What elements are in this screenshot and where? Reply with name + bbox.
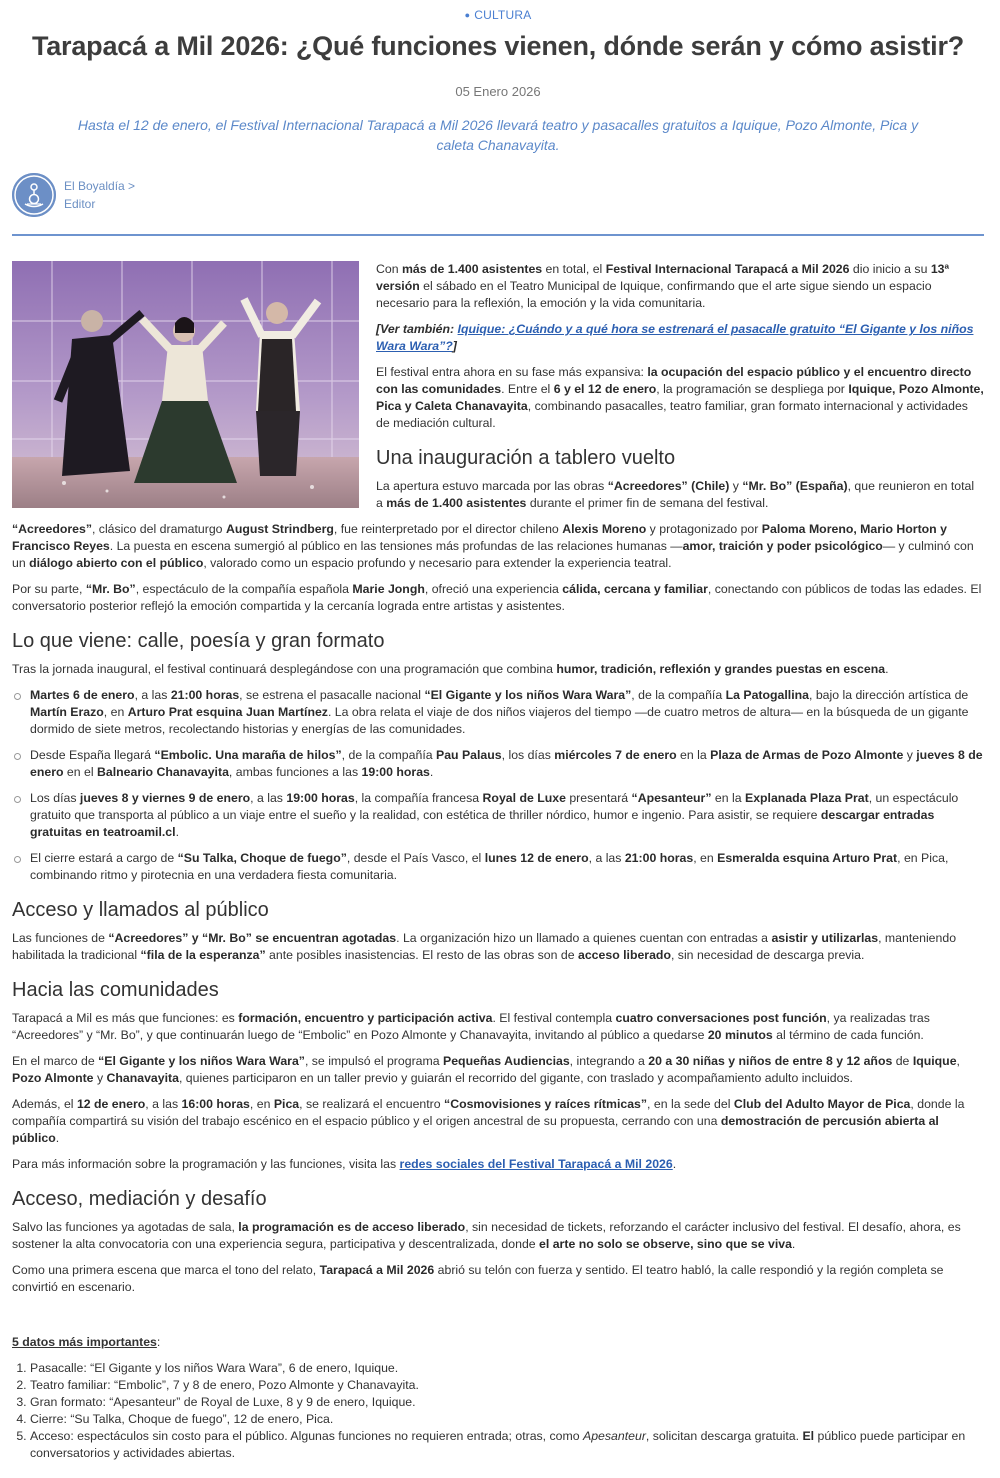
text: en la	[676, 748, 711, 762]
list-item: 2. Teatro familiar: “Embolic”, 7 y 8 de enero, Pozo Almonte y Chanavayita.	[30, 1377, 984, 1394]
paragraph-programacion	[12, 661, 984, 678]
emphasis: asistir y utilizarlas	[771, 931, 879, 945]
text: , ofreció una experiencia	[424, 582, 563, 596]
article-lede: Hasta el 12 de enero, el Festival Internacional Tarapacá a Mil 2026 llevará teatro y pasacalles gratuitos a Iquique, Pozo Almonte, Pica y caleta Chanavayita.	[77, 117, 919, 153]
text: , se impulsó el programa	[304, 1054, 444, 1068]
buoy-logo-icon	[12, 173, 56, 217]
paragraph-acceso-liberado	[12, 1219, 984, 1253]
text: , conectando con públicos de todas las edades. El conversatorio posterior reflejó la emoción compartida y la cercanía lograda entre artistas y asistentes.	[12, 582, 982, 613]
emphasis: 19:00 horas	[286, 791, 355, 805]
text: , en	[249, 1097, 274, 1111]
text: , donde la compañía compartirá su visión del trabajo escénico en el espacio público y el origen ancestral de su propuesta, cerrando con una	[12, 1097, 965, 1128]
emphasis: Marie Jongh	[352, 582, 425, 596]
emphasis: humor, tradición, reflexión y grandes puestas en escena	[556, 662, 886, 676]
text: , la programación se despliega por	[656, 382, 849, 396]
emphasis: miércoles 7 de enero	[554, 748, 677, 762]
emphasis: Alexis Moreno	[562, 522, 647, 536]
emphasis: más de 1.400 asistentes	[401, 262, 543, 276]
emphasis: “Cosmovisiones y raíces rítmicas”	[444, 1097, 648, 1111]
emphasis: Royal de Luxe	[482, 791, 566, 805]
author-role: Editor	[64, 197, 96, 211]
text: , clásico del dramaturgo	[91, 522, 226, 536]
bullet-dot-icon: ●	[464, 10, 471, 20]
emphasis: lunes 12 de enero	[484, 851, 589, 865]
emphasis: 21:00 horas	[170, 688, 240, 702]
emphasis: Arturo Prat esquina Juan Martínez	[127, 705, 328, 719]
emphasis: “El Gigante y los niños Wara Wara”	[98, 1054, 305, 1068]
text: público puede participar en conversatorios y actividades abiertas.	[30, 1429, 966, 1460]
emphasis: el arte no solo se observe, sino que se viva	[539, 1237, 792, 1251]
emphasis: Paloma Moreno, Mario Horton y Francisco Reyes	[12, 522, 947, 553]
text: el sábado en el Teatro Municipal de Iquique, confirmando que el arte sigue siendo un espacio necesario para la reflexión, la emoción y la vida comunitaria.	[376, 279, 932, 310]
text: Las funciones de	[12, 931, 109, 945]
emphasis: más de 1.400 asistentes	[386, 496, 527, 510]
text: , la compañía francesa	[354, 791, 483, 805]
author-block	[12, 173, 984, 236]
emphasis: 12 de enero	[76, 1097, 146, 1111]
see-also-link[interactable]: Iquique: ¿Cuándo y a qué hora se estrenará el pasacalle gratuito “El Gigante y los niños Wara Wara”?	[376, 322, 974, 353]
paragraph-cierre	[12, 1262, 984, 1296]
list-item	[12, 747, 984, 781]
author-name-link[interactable]: El Boyaldía >	[64, 179, 136, 193]
schedule-list	[12, 687, 984, 884]
text: .	[429, 765, 434, 779]
text: , desde el País Vasco, el	[346, 851, 485, 865]
text: .	[885, 662, 889, 676]
emphasis: “fila de la esperanza”	[140, 948, 266, 962]
emphasis: Plaza de Armas de Pozo Almonte	[710, 748, 904, 762]
emphasis: 21:00 horas	[624, 851, 694, 865]
paragraph-acreedores	[12, 521, 984, 572]
text: , se realizará el encuentro	[299, 1097, 445, 1111]
text: , un espectáculo gratuito que transporta al público a un viaje entre el sueño y la realidad, con estética de thriller nórdico, humor e ingenio. Para asistir, se requiere	[30, 791, 959, 822]
text: , espectáculo de la compañía española	[135, 582, 353, 596]
text: en total, el	[542, 262, 606, 276]
text: al término de cada función.	[772, 1028, 924, 1042]
text: , sin necesidad de descarga previa.	[670, 948, 865, 962]
text: . La puesta en escena sumergió al público en las tensiones más profundas de las relaciones humanas —	[109, 539, 683, 553]
text: — y culminó con un	[12, 539, 974, 570]
text: Tras la jornada inaugural, el festival continuará desplegándose con una programación que combina	[12, 662, 557, 676]
paragraph-mas-informacion	[12, 1156, 984, 1173]
emphasis: cuatro conversaciones post función	[615, 1011, 827, 1025]
text: .	[175, 825, 179, 839]
paragraph-formacion	[12, 1010, 984, 1044]
text: .	[672, 1157, 677, 1171]
stage-photo	[12, 261, 359, 508]
emphasis: Balneario Chanavayita	[97, 765, 229, 779]
emphasis: jueves 8 y viernes 9 de enero	[79, 791, 251, 805]
text: en el	[63, 765, 97, 779]
emphasis: “Acreedores” y “Mr. Bo” se encuentran agotadas	[108, 931, 397, 945]
text: durante el primer fin de semana del festival.	[526, 496, 769, 510]
emphasis: El	[802, 1429, 815, 1443]
list-item	[30, 1428, 984, 1462]
social-media-link[interactable]: redes sociales del Festival Tarapacá a Mil 2026	[399, 1157, 673, 1171]
text: y protagonizado por	[646, 522, 762, 536]
emphasis: “Apesanteur”	[631, 791, 712, 805]
facts-heading-colon: :	[156, 1335, 161, 1349]
text: , fue reinterpretado por el director chileno	[333, 522, 563, 536]
text: , en la sede del	[647, 1097, 734, 1111]
facts-list	[30, 1360, 984, 1462]
text: , bajo la dirección artística de	[808, 688, 969, 702]
text: , a las	[588, 851, 625, 865]
emphasis: jueves 8 de enero	[30, 748, 983, 779]
text: El cierre estará a cargo de	[30, 851, 178, 865]
paragraph-cosmovisiones	[12, 1096, 984, 1147]
text: , los días	[501, 748, 555, 762]
text: y	[729, 479, 743, 493]
category-text[interactable]: CULTURA	[474, 8, 532, 22]
emphasis: La Patogallina	[725, 688, 809, 702]
text: , solicitan descarga gratuita.	[645, 1429, 803, 1443]
paragraph-pequenas-audiencias	[12, 1053, 984, 1087]
text: Para más información sobre la programación y las funciones, visita las	[12, 1157, 400, 1171]
text: en la	[711, 791, 745, 805]
emphasis: Pequeñas Audiencias	[443, 1054, 570, 1068]
text: Además, el	[12, 1097, 77, 1111]
emphasis: descargar entradas gratuitas en teatroamil.cl	[30, 808, 935, 839]
text: , de la compañía	[631, 688, 726, 702]
text: ,	[956, 1054, 960, 1068]
text: y	[93, 1071, 107, 1085]
facts-heading	[12, 1334, 984, 1351]
text: , sin necesidad de tickets, reforzando el carácter inclusivo del festival. El desafío, ahora, es sostener la alta convocatoria con una experiencia segura, participativa y descentralizada, donde	[12, 1220, 961, 1251]
emphasis: la programación es de acceso liberado	[238, 1220, 466, 1234]
emphasis: Club del Adulto Mayor de Pica	[733, 1097, 911, 1111]
text: , quienes participaron en un taller previo y guiarán el recorrido del gigante, con traslado y acompañamiento adulto incluidos.	[178, 1071, 853, 1085]
emphasis: Chanavayita	[106, 1071, 179, 1085]
category-label[interactable]	[12, 0, 984, 22]
text: . La obra relata el viaje de dos niños viajeros del tiempo —de cuatro metros de altura— en la búsqueda de un gigante dormido de siete metros, recolectando historias y energías de las comunidades.	[30, 705, 969, 736]
text: presentará	[565, 791, 632, 805]
text: , combinando pasacalles, teatro familiar, gran formato internacional y actividades de mediación cultural.	[376, 399, 968, 430]
emphasis: Esmeralda esquina Arturo Prat	[717, 851, 898, 865]
list-item	[12, 850, 984, 884]
emphasis: “Acreedores”	[12, 522, 92, 536]
see-also-suffix: ]	[452, 339, 457, 353]
text: , que reunieron en total a	[376, 479, 975, 510]
section-heading-desafio: Acceso, mediación y desafío	[12, 1188, 267, 1210]
emphasis: “Su Talka, Choque de fuego”	[177, 851, 347, 865]
author-meta	[64, 177, 135, 213]
text: y	[903, 748, 917, 762]
emphasis: 6 y el 12 de enero	[553, 382, 657, 396]
emphasis: Pica	[273, 1097, 300, 1111]
section-heading-acceso: Acceso y llamados al público	[12, 899, 269, 921]
text: . La organización hizo un llamado a quienes cuentan con entradas a	[396, 931, 772, 945]
emphasis: 13ª versión	[376, 262, 950, 293]
list-item	[12, 790, 984, 841]
text: , integrando a	[569, 1054, 649, 1068]
author-avatar[interactable]	[12, 173, 56, 217]
facts-heading-text: 5 datos más importantes	[12, 1335, 157, 1349]
emphasis: formación, encuentro y participación activa	[238, 1011, 493, 1025]
publish-date: 05 Enero 2026	[455, 84, 541, 99]
emphasis: diálogo abierto con el público	[29, 556, 204, 570]
text: , valorado como un espacio profundo y necesario para extender la experiencia teatral.	[203, 556, 672, 570]
text: abrió su telón con fuerza y sentido. El teatro habló, la calle respondió y la región completa se convirtió en escenario.	[12, 1263, 944, 1294]
emphasis: Iquique, Pozo Almonte, Pica y Caleta Chanavayita	[376, 382, 984, 413]
italic-title: Apesanteur	[583, 1429, 646, 1443]
emphasis: Martes 6 de enero	[30, 688, 135, 702]
text: Acceso: espectáculos sin costo para el público. Algunas funciones no requieren entrada; otras, como	[30, 1429, 584, 1443]
emphasis: la ocupación del espacio público y el encuentro directo con las comunidades	[376, 365, 972, 396]
emphasis: 20 a 30 niñas y niños de entre 8 y 12 años	[648, 1054, 893, 1068]
emphasis: “El Gigante y los niños Wara Wara”	[424, 688, 632, 702]
section-heading-comunidades: Hacia las comunidades	[12, 979, 219, 1001]
text: , en	[693, 851, 718, 865]
section-heading-inauguracion: Una inauguración a tablero vuelto	[376, 447, 676, 469]
text: Salvo las funciones ya agotadas de sala,	[12, 1220, 239, 1234]
emphasis: 20 minutos	[707, 1028, 773, 1042]
text: Por su parte,	[12, 582, 86, 596]
paragraph-mr-bo	[12, 581, 984, 615]
emphasis: Festival Internacional Tarapacá a Mil 2026	[605, 262, 850, 276]
stage-scene-image	[12, 261, 359, 508]
text: Con	[376, 262, 402, 276]
list-item: 1. Pasacalle: “El Gigante y los niños Wara Wara”, 6 de enero, Iquique.	[30, 1360, 984, 1377]
text: Desde España llegará	[30, 748, 155, 762]
emphasis: amor, traición y poder psicológico	[682, 539, 883, 553]
text: , manteniendo habilitada la tradicional	[12, 931, 957, 962]
list-item	[12, 687, 984, 738]
text: En el marco de	[12, 1054, 99, 1068]
emphasis: 19:00 horas	[361, 765, 430, 779]
text: , ambas funciones a las	[228, 765, 362, 779]
text: , se estrena el pasacalle nacional	[239, 688, 425, 702]
text: Tarapacá a Mil es más que funciones: es	[12, 1011, 239, 1025]
text: La apertura estuvo marcada por las obras	[376, 479, 608, 493]
emphasis: cálida, cercana y familiar	[562, 582, 708, 596]
text: dio inicio a su	[849, 262, 931, 276]
emphasis: “Embolic. Una maraña de hilos”	[154, 748, 342, 762]
emphasis: Explanada Plaza Prat	[745, 791, 869, 805]
text: . Entre el	[501, 382, 554, 396]
list-item: 3. Gran formato: “Apesanteur” de Royal de Luxe, 8 y 9 de enero, Iquique.	[30, 1394, 984, 1411]
emphasis: August Strindberg	[225, 522, 334, 536]
section-heading-lo-que-viene: Lo que viene: calle, poesía y gran formato	[12, 630, 385, 652]
emphasis: “Mr. Bo” (España)	[742, 479, 848, 493]
emphasis: “Acreedores” (Chile)	[607, 479, 730, 493]
article-body	[12, 261, 984, 1476]
text: , a las	[250, 791, 287, 805]
paragraph-acceso	[12, 930, 984, 964]
emphasis: Martín Erazo	[30, 705, 104, 719]
emphasis: Tarapacá a Mil 2026	[319, 1263, 435, 1277]
text: . El festival contempla	[492, 1011, 616, 1025]
text: Como una primera escena que marca el tono del relato,	[12, 1263, 320, 1277]
emphasis: acceso liberado	[578, 948, 671, 962]
text: , en	[103, 705, 128, 719]
emphasis: Pozo Almonte	[12, 1071, 94, 1085]
text: , a las	[145, 1097, 182, 1111]
text: .	[55, 1131, 60, 1145]
article-headline: Tarapacá a Mil 2026: ¿Qué funciones vienen, dónde serán y cómo asistir?	[31, 31, 965, 61]
text: , de la compañía	[341, 748, 436, 762]
emphasis: 16:00 horas	[181, 1097, 250, 1111]
emphasis: “Mr. Bo”	[85, 582, 136, 596]
list-item: 4. Cierre: “Su Talka, Choque de fuego”, 12 de enero, Pica.	[30, 1411, 984, 1428]
text: , ya realizadas tras “Acreedores” y “Mr. Bo”, y que continuarán luego de “Embolic” en Pozo Almonte y Chanavayita, invitando al público a quedarse	[12, 1011, 930, 1042]
emphasis: demostración de percusión abierta al público	[12, 1114, 939, 1145]
text: , a las	[134, 688, 171, 702]
see-also-prefix: [Ver también:	[376, 322, 458, 336]
emphasis: Iquique	[912, 1054, 957, 1068]
text: , en Pica, combinando ritmo y pirotecnia en una verdadera fiesta comunitaria.	[30, 851, 949, 882]
text: Los días	[30, 791, 80, 805]
text: de	[892, 1054, 913, 1068]
text: .	[791, 1237, 796, 1251]
text: ante posibles inasistencias. El resto de las obras son de	[265, 948, 578, 962]
emphasis: Pau Palaus	[436, 748, 502, 762]
text: El festival entra ahora en su fase más expansiva:	[376, 365, 648, 379]
